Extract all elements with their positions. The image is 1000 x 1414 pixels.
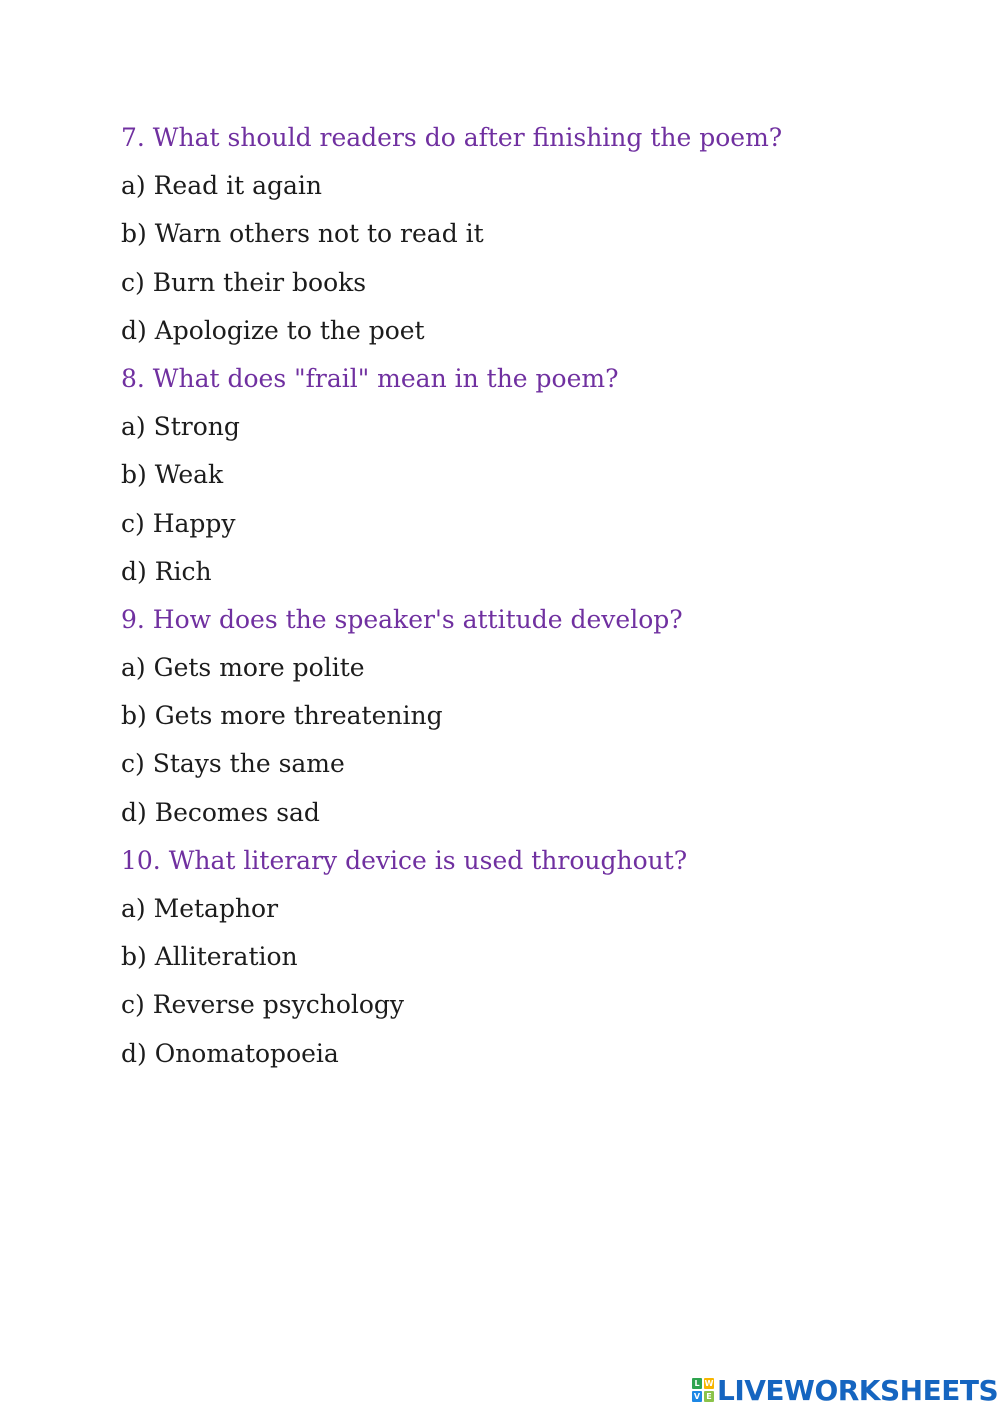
- answer-option-d: d) Apologize to the poet: [121, 315, 425, 345]
- answer-option-c: c) Reverse psychology: [121, 990, 405, 1020]
- question-text: 9. How does the speaker's attitude develop?: [121, 604, 683, 634]
- answer-option-d: d) Onomatopoeia: [121, 1038, 339, 1068]
- worksheet-content: [121, 118, 941, 1082]
- question-text: 7. What should readers do after finishing the poem?: [121, 123, 783, 152]
- answer-option-a: a) Read it again: [121, 171, 322, 201]
- question-block-8: [121, 359, 941, 600]
- answer-option-c: c) Stays the same: [121, 749, 345, 779]
- answer-option-d: d) Becomes sad: [121, 797, 320, 827]
- logo-tile-icon: W: [704, 1379, 714, 1388]
- answer-option-c: c) Burn their books: [121, 267, 367, 297]
- question-block-9: [121, 600, 941, 841]
- question-text: 10. What literary device is used throughout?: [121, 845, 688, 875]
- answer-option-a: a) Gets more polite: [121, 653, 365, 683]
- answer-option-d: d) Rich: [121, 556, 212, 586]
- answer-option-b: b) Warn others not to read it: [121, 219, 484, 249]
- answer-option-a: a) Metaphor: [121, 894, 279, 923]
- liveworksheets-logo-icon: [692, 1378, 714, 1402]
- answer-option-b: b) Gets more threatening: [121, 701, 443, 731]
- answer-option-b: b) Alliteration: [121, 942, 298, 972]
- logo-tile-icon: V: [693, 1392, 701, 1401]
- question-block-7: [121, 118, 941, 359]
- brand-name: LIVEWORKSHEETS: [717, 1373, 999, 1407]
- liveworksheets-logo: [692, 1374, 998, 1406]
- answer-option-a: a) Strong: [121, 412, 240, 442]
- question-block-10: [121, 841, 941, 1082]
- answer-option-b: b) Weak: [121, 460, 224, 490]
- logo-tile-icon: L: [692, 1378, 702, 1389]
- logo-tile-icon: E: [704, 1391, 714, 1402]
- answer-option-c: c) Happy: [121, 508, 236, 538]
- question-text: 8. What does "frail" mean in the poem?: [121, 363, 619, 393]
